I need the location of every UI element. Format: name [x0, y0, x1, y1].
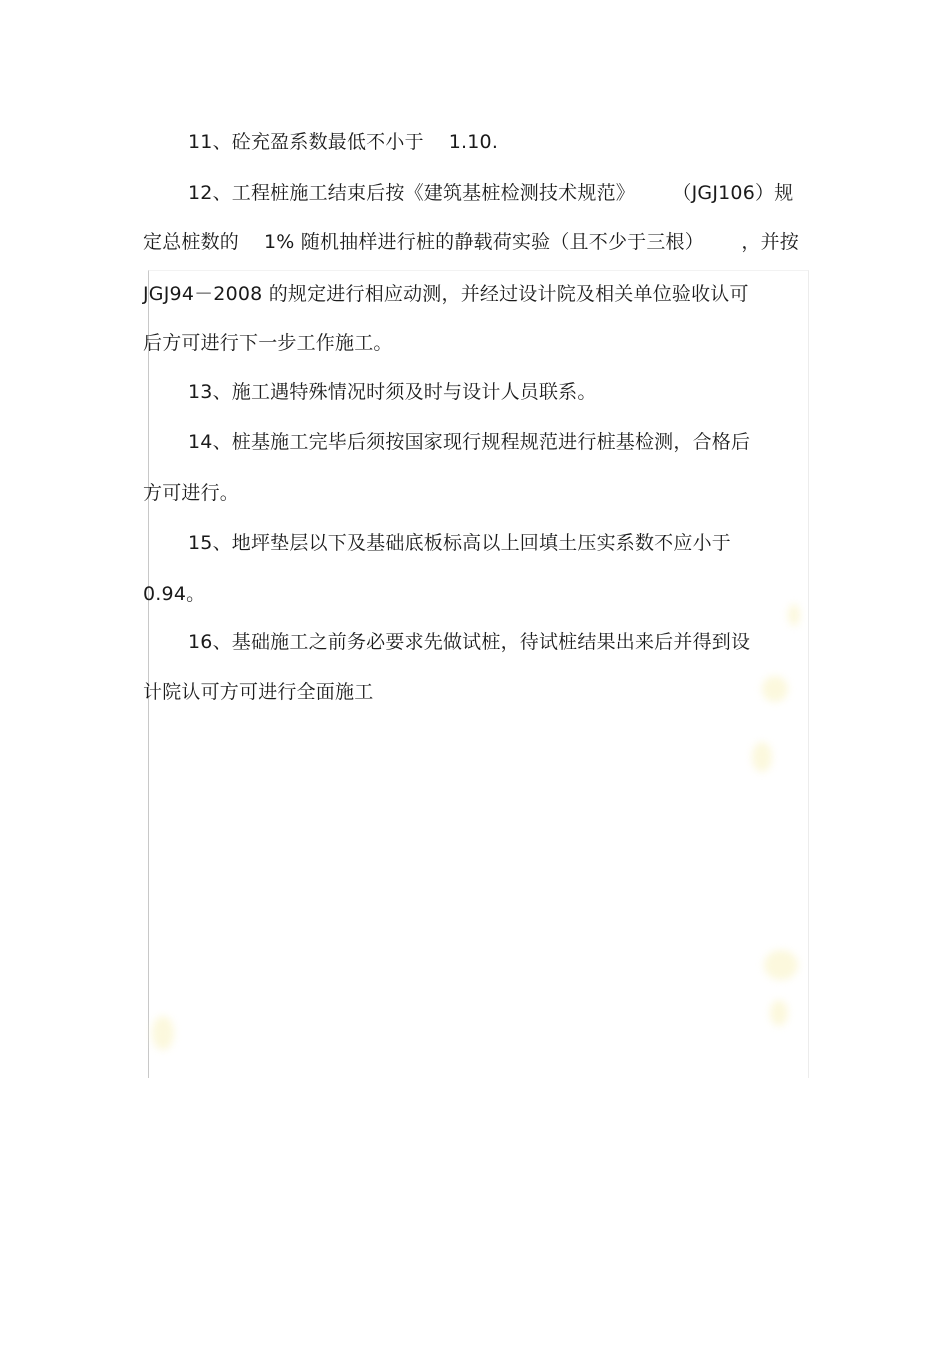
clause-14-line-1: 14、桩基施工完毕后须按国家现行规程规范进行桩基检测，合格后 — [188, 431, 751, 453]
paper-stain — [770, 1000, 788, 1026]
clause-15-line-1: 15、地坪垫层以下及基础底板标高以上回填土压实系数不应小于 — [188, 532, 731, 554]
clause-12-line-2: 定总桩数的 1% 随机抽样进行桩的静载荷实验（且不少于三根） ，并按 — [143, 231, 799, 253]
clause-12-line-1: 12、工程桩施工结束后按《建筑基桩检测技术规范》 （JGJ106）规 — [188, 182, 794, 204]
clause-14-line-2: 方可进行。 — [143, 482, 240, 504]
paper-stain — [788, 604, 800, 626]
clause-16-line-2: 计院认可方可进行全面施工 — [143, 681, 374, 703]
clause-12-line-4: 后方可进行下一步工作施工。 — [143, 332, 393, 354]
paper-stain — [152, 1016, 174, 1050]
paper-stain — [752, 742, 772, 772]
paper-stain — [762, 676, 788, 702]
clause-16-line-1: 16、基础施工之前务必要求先做试桩，待试桩结果出来后并得到设 — [188, 631, 751, 653]
clause-15-line-2: 0.94。 — [143, 583, 206, 605]
clause-13: 13、施工遇特殊情况时须及时与设计人员联系。 — [188, 381, 597, 403]
clause-12-line-3: JGJ94－2008 的规定进行相应动测，并经过设计院及相关单位验收认可 — [143, 283, 749, 305]
paper-stain — [764, 950, 798, 980]
clause-11: 11、砼充盈系数最低不小于 1.10. — [188, 131, 499, 153]
